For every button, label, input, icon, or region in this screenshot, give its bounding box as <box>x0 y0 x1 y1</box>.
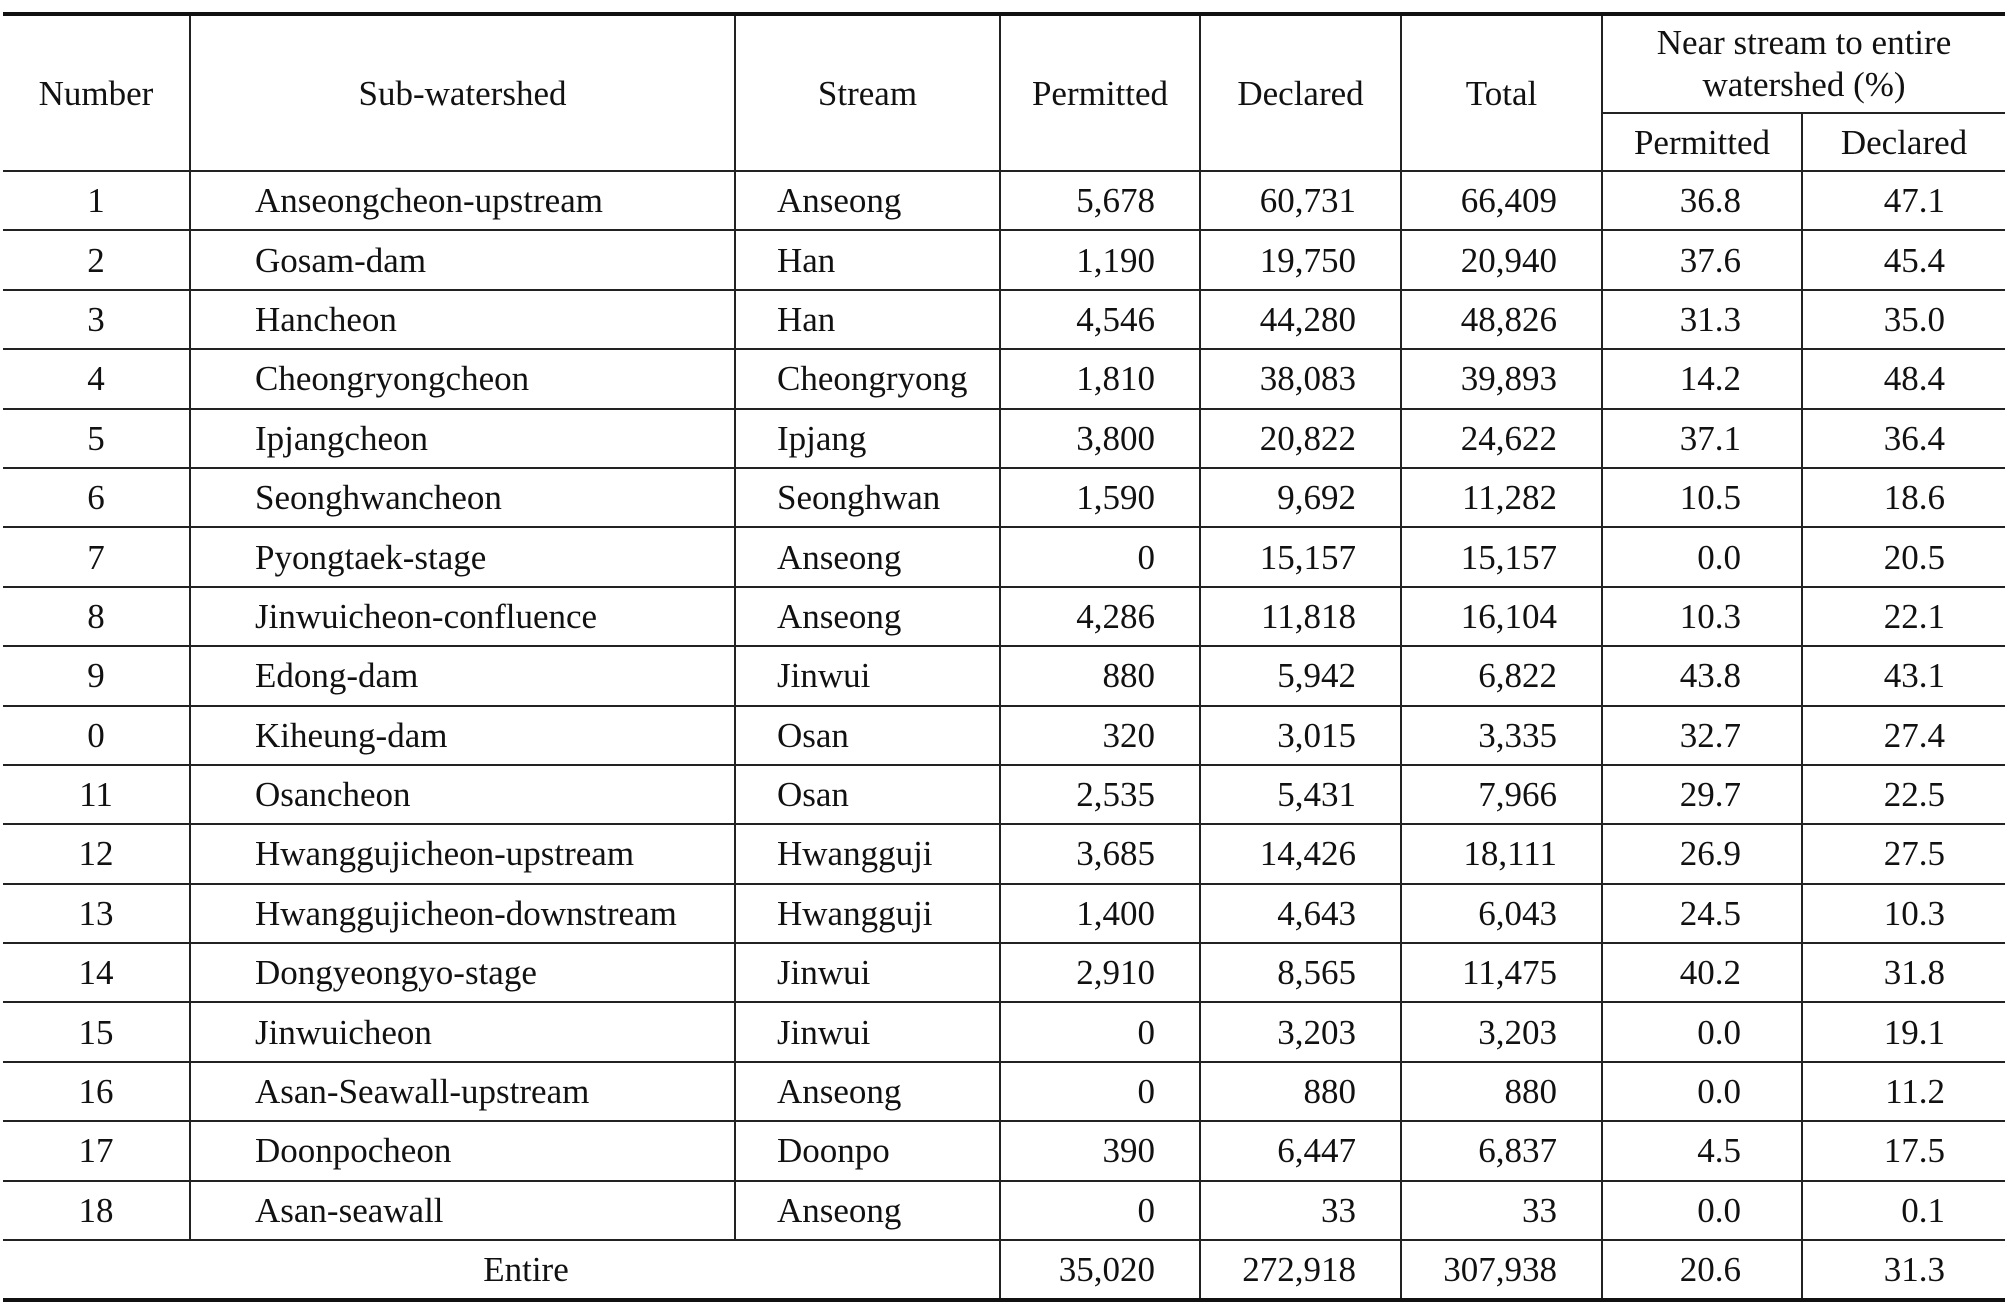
cell-total-permitted: 35,020 <box>1000 1240 1200 1300</box>
cell-declared: 3,015 <box>1200 706 1401 765</box>
cell-total: 3,335 <box>1401 706 1602 765</box>
table-row <box>3 409 2005 468</box>
cell-declared: 14,426 <box>1200 824 1401 883</box>
cell-sub-watershed: Kiheung-dam <box>190 706 735 765</box>
cell-number: 0 <box>3 706 190 765</box>
cell-near-declared: 19.1 <box>1802 1002 2005 1061</box>
cell-sub-watershed: Jinwuicheon <box>190 1002 735 1061</box>
header-sub-permitted: Permitted <box>1602 113 1802 171</box>
cell-near-declared: 11.2 <box>1802 1062 2005 1121</box>
cell-near-permitted: 4.5 <box>1602 1121 1802 1180</box>
cell-stream: Jinwui <box>735 646 1000 705</box>
table-row <box>3 943 2005 1002</box>
header-sub-watershed: Sub-watershed <box>190 14 735 171</box>
cell-near-declared: 22.5 <box>1802 765 2005 824</box>
cell-permitted: 0 <box>1000 1062 1200 1121</box>
cell-declared: 38,083 <box>1200 349 1401 408</box>
cell-near-declared: 20.5 <box>1802 527 2005 586</box>
cell-declared: 6,447 <box>1200 1121 1401 1180</box>
cell-total: 7,966 <box>1401 765 1602 824</box>
cell-declared: 3,203 <box>1200 1002 1401 1061</box>
cell-stream: Ipjang <box>735 409 1000 468</box>
cell-stream: Han <box>735 230 1000 289</box>
cell-stream: Hwangguji <box>735 884 1000 943</box>
table-row <box>3 230 2005 289</box>
cell-permitted: 4,286 <box>1000 587 1200 646</box>
cell-sub-watershed: Pyongtaek-stage <box>190 527 735 586</box>
cell-stream: Jinwui <box>735 943 1000 1002</box>
cell-near-permitted: 43.8 <box>1602 646 1802 705</box>
cell-near-declared: 27.4 <box>1802 706 2005 765</box>
cell-near-permitted: 36.8 <box>1602 171 1802 230</box>
cell-total: 48,826 <box>1401 290 1602 349</box>
cell-permitted: 1,590 <box>1000 468 1200 527</box>
cell-near-declared: 17.5 <box>1802 1121 2005 1180</box>
cell-near-permitted: 26.9 <box>1602 824 1802 883</box>
cell-declared: 19,750 <box>1200 230 1401 289</box>
cell-near-declared: 22.1 <box>1802 587 2005 646</box>
header-permitted: Permitted <box>1000 14 1200 171</box>
cell-stream: Cheongryong <box>735 349 1000 408</box>
cell-near-permitted: 0.0 <box>1602 1062 1802 1121</box>
cell-near-declared: 10.3 <box>1802 884 2005 943</box>
cell-sub-watershed: Edong-dam <box>190 646 735 705</box>
cell-declared: 44,280 <box>1200 290 1401 349</box>
cell-number: 18 <box>3 1181 190 1240</box>
header-stream: Stream <box>735 14 1000 171</box>
table-row <box>3 1121 2005 1180</box>
header-number: Number <box>38 73 154 113</box>
cell-number: 8 <box>3 587 190 646</box>
cell-sub-watershed: Asan-seawall <box>190 1181 735 1240</box>
cell-total-declared: 272,918 <box>1200 1240 1401 1300</box>
cell-near-declared: 47.1 <box>1802 171 2005 230</box>
cell-near-declared: 45.4 <box>1802 230 2005 289</box>
cell-number: 2 <box>3 230 190 289</box>
cell-total: 15,157 <box>1401 527 1602 586</box>
cell-permitted: 3,685 <box>1000 824 1200 883</box>
cell-sub-watershed: Gosam-dam <box>190 230 735 289</box>
cell-total-near-declared: 31.3 <box>1802 1240 2005 1300</box>
cell-stream: Anseong <box>735 1062 1000 1121</box>
cell-sub-watershed: Jinwuicheon-confluence <box>190 587 735 646</box>
cell-total: 39,893 <box>1401 349 1602 408</box>
cell-stream: Hwangguji <box>735 824 1000 883</box>
header-sub-declared: Declared <box>1802 113 2005 171</box>
table-row <box>3 824 2005 883</box>
cell-number: 9 <box>3 646 190 705</box>
cell-near-permitted: 14.2 <box>1602 349 1802 408</box>
cell-near-declared: 0.1 <box>1802 1181 2005 1240</box>
cell-sub-watershed: Hwanggujicheon-upstream <box>190 824 735 883</box>
cell-declared: 5,942 <box>1200 646 1401 705</box>
cell-number: 11 <box>3 765 190 824</box>
cell-total: 6,822 <box>1401 646 1602 705</box>
cell-near-permitted: 37.1 <box>1602 409 1802 468</box>
table-row <box>3 1181 2005 1240</box>
cell-near-permitted: 32.7 <box>1602 706 1802 765</box>
table-row <box>3 765 2005 824</box>
cell-near-permitted: 0.0 <box>1602 1181 1802 1240</box>
cell-number: 16 <box>3 1062 190 1121</box>
cell-stream: Anseong <box>735 527 1000 586</box>
cell-total: 3,203 <box>1401 1002 1602 1061</box>
cell-near-permitted: 40.2 <box>1602 943 1802 1002</box>
table-row <box>3 171 2005 230</box>
header-near-stream-line1: Near stream to entire <box>1656 23 1952 62</box>
cell-total: 24,622 <box>1401 409 1602 468</box>
cell-stream: Han <box>735 290 1000 349</box>
cell-stream: Doonpo <box>735 1121 1000 1180</box>
table-row <box>3 468 2005 527</box>
table-row <box>3 884 2005 943</box>
cell-near-permitted: 37.6 <box>1602 230 1802 289</box>
cell-declared: 4,643 <box>1200 884 1401 943</box>
cell-total: 6,043 <box>1401 884 1602 943</box>
cell-stream: Anseong <box>735 171 1000 230</box>
cell-stream: Jinwui <box>735 1002 1000 1061</box>
cell-number: 5 <box>3 409 190 468</box>
cell-sub-watershed: Asan-Seawall-upstream <box>190 1062 735 1121</box>
cell-near-permitted: 10.5 <box>1602 468 1802 527</box>
cell-declared: 15,157 <box>1200 527 1401 586</box>
sub-watershed-table <box>3 12 2005 1302</box>
cell-total: 880 <box>1401 1062 1602 1121</box>
cell-sub-watershed: Anseongcheon-upstream <box>190 171 735 230</box>
cell-near-permitted: 29.7 <box>1602 765 1802 824</box>
cell-declared: 880 <box>1200 1062 1401 1121</box>
table-row <box>3 290 2005 349</box>
cell-stream: Anseong <box>735 1181 1000 1240</box>
cell-permitted: 4,546 <box>1000 290 1200 349</box>
cell-near-permitted: 0.0 <box>1602 527 1802 586</box>
data-table-container <box>3 12 2005 1302</box>
cell-near-declared: 31.8 <box>1802 943 2005 1002</box>
cell-declared: 8,565 <box>1200 943 1401 1002</box>
cell-number: 6 <box>3 468 190 527</box>
cell-permitted: 0 <box>1000 527 1200 586</box>
cell-number: 13 <box>3 884 190 943</box>
cell-total: 16,104 <box>1401 587 1602 646</box>
table-total-row <box>3 1240 2005 1300</box>
cell-number: 15 <box>3 1002 190 1061</box>
cell-permitted: 880 <box>1000 646 1200 705</box>
cell-sub-watershed: Doonpocheon <box>190 1121 735 1180</box>
cell-total: 18,111 <box>1401 824 1602 883</box>
cell-permitted: 320 <box>1000 706 1200 765</box>
cell-total: 33 <box>1401 1181 1602 1240</box>
table-row <box>3 349 2005 408</box>
cell-stream: Seonghwan <box>735 468 1000 527</box>
cell-near-permitted: 0.0 <box>1602 1002 1802 1061</box>
cell-permitted: 0 <box>1000 1181 1200 1240</box>
cell-sub-watershed: Seonghwancheon <box>190 468 735 527</box>
cell-near-declared: 35.0 <box>1802 290 2005 349</box>
cell-total: 20,940 <box>1401 230 1602 289</box>
cell-number: 4 <box>3 349 190 408</box>
cell-number: 14 <box>3 943 190 1002</box>
table-body <box>3 171 2005 1300</box>
cell-permitted: 1,190 <box>1000 230 1200 289</box>
cell-declared: 33 <box>1200 1181 1401 1240</box>
table-row <box>3 706 2005 765</box>
cell-declared: 11,818 <box>1200 587 1401 646</box>
cell-total-total: 307,938 <box>1401 1240 1602 1300</box>
cell-sub-watershed: Hwanggujicheon-downstream <box>190 884 735 943</box>
cell-near-permitted: 31.3 <box>1602 290 1802 349</box>
cell-number: 7 <box>3 527 190 586</box>
cell-stream: Anseong <box>735 587 1000 646</box>
cell-total: 6,837 <box>1401 1121 1602 1180</box>
cell-declared: 5,431 <box>1200 765 1401 824</box>
cell-permitted: 5,678 <box>1000 171 1200 230</box>
cell-permitted: 390 <box>1000 1121 1200 1180</box>
cell-number: 3 <box>3 290 190 349</box>
cell-permitted: 1,400 <box>1000 884 1200 943</box>
cell-near-declared: 27.5 <box>1802 824 2005 883</box>
cell-sub-watershed: Ipjangcheon <box>190 409 735 468</box>
header-declared: Declared <box>1200 14 1401 171</box>
cell-near-declared: 43.1 <box>1802 646 2005 705</box>
table-header <box>3 14 2005 171</box>
cell-near-declared: 18.6 <box>1802 468 2005 527</box>
cell-total: 11,475 <box>1401 943 1602 1002</box>
cell-permitted: 2,535 <box>1000 765 1200 824</box>
cell-permitted: 0 <box>1000 1002 1200 1061</box>
cell-sub-watershed: Hancheon <box>190 290 735 349</box>
cell-permitted: 1,810 <box>1000 349 1200 408</box>
header-total: Total <box>1401 14 1602 171</box>
cell-near-permitted: 24.5 <box>1602 884 1802 943</box>
cell-stream: Osan <box>735 706 1000 765</box>
cell-permitted: 2,910 <box>1000 943 1200 1002</box>
cell-permitted: 3,800 <box>1000 409 1200 468</box>
table-row <box>3 527 2005 586</box>
cell-number: 1 <box>3 171 190 230</box>
header-near-stream-line2: watershed (%) <box>1702 65 1906 104</box>
cell-number: 12 <box>3 824 190 883</box>
table-row <box>3 1062 2005 1121</box>
cell-declared: 60,731 <box>1200 171 1401 230</box>
cell-near-declared: 36.4 <box>1802 409 2005 468</box>
cell-declared: 9,692 <box>1200 468 1401 527</box>
cell-stream: Osan <box>735 765 1000 824</box>
cell-near-declared: 48.4 <box>1802 349 2005 408</box>
cell-near-permitted: 10.3 <box>1602 587 1802 646</box>
cell-entire-label: Entire <box>3 1240 1000 1300</box>
header-near-stream-group <box>1602 14 2005 113</box>
cell-declared: 20,822 <box>1200 409 1401 468</box>
cell-sub-watershed: Osancheon <box>190 765 735 824</box>
cell-sub-watershed: Cheongryongcheon <box>190 349 735 408</box>
table-row <box>3 587 2005 646</box>
cell-total-near-permitted: 20.6 <box>1602 1240 1802 1300</box>
cell-number: 17 <box>3 1121 190 1180</box>
table-row <box>3 1002 2005 1061</box>
cell-total: 11,282 <box>1401 468 1602 527</box>
cell-sub-watershed: Dongyeongyo-stage <box>190 943 735 1002</box>
cell-total: 66,409 <box>1401 171 1602 230</box>
table-row <box>3 646 2005 705</box>
